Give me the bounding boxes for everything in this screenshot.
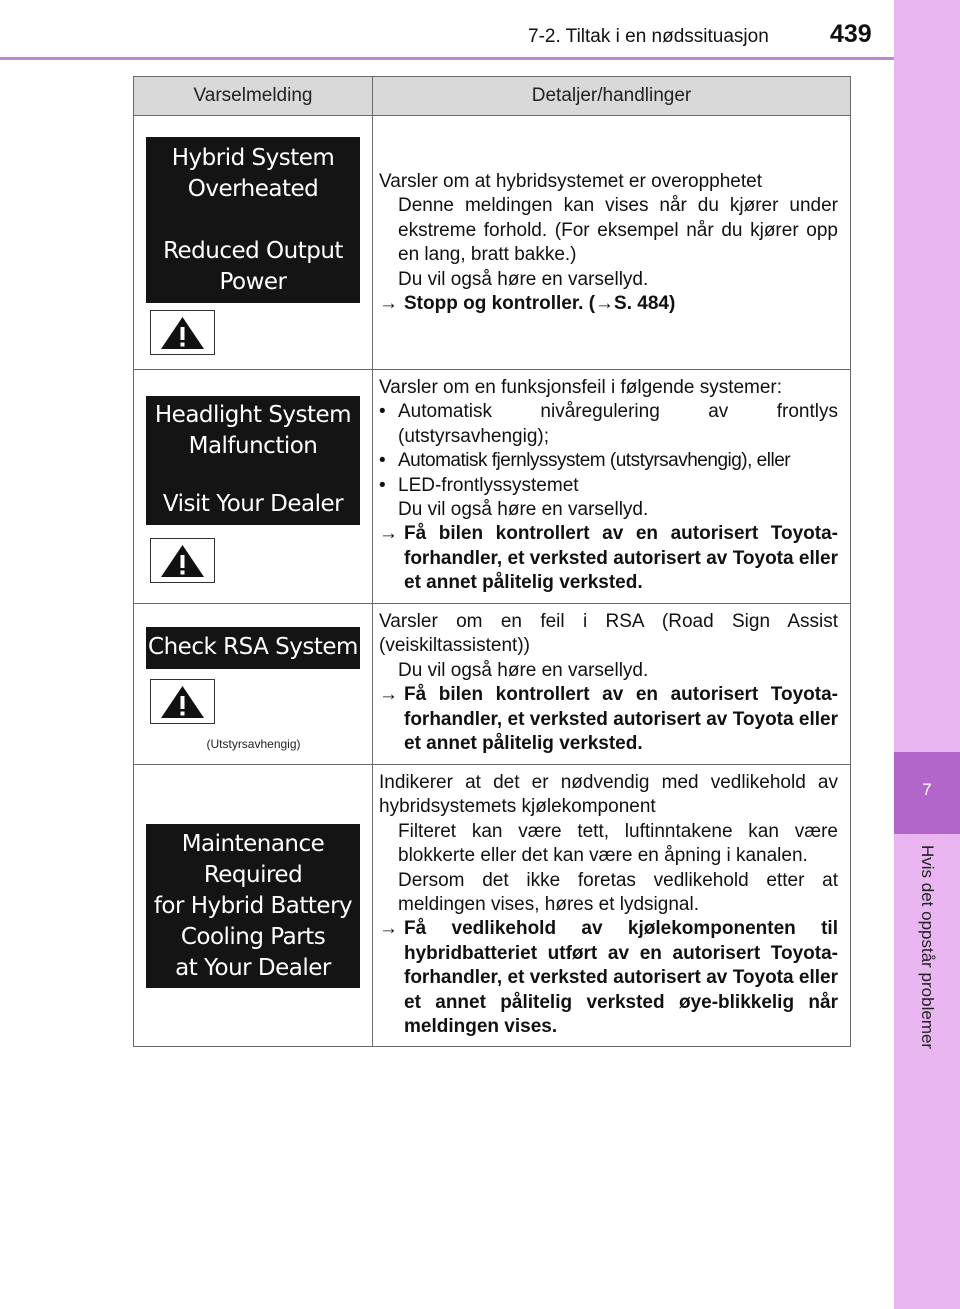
chapter-title: Hvis det oppstår problemer	[918, 845, 937, 1050]
equipment-note: (Utstyrsavhengig)	[206, 737, 301, 751]
bullet-glyph: •	[379, 474, 386, 496]
warning-message-table	[133, 76, 851, 1047]
table-row	[134, 116, 851, 370]
detail-text: Filteret kan være tett, luftinntakene kan være blokkerte eller det kan være en åpning i kanalen.	[398, 820, 838, 867]
detail-intro: Varsler om en feil i RSA (Road Sign Assist (veiskiltassistent))	[379, 611, 838, 657]
message-display	[146, 137, 360, 303]
details-cell	[373, 604, 851, 765]
chapter-number: 7	[922, 780, 932, 799]
display-line: Check RSA System	[148, 634, 358, 660]
detail-text: Dersom det ikke foretas vedlikehold etter at meldingen vises, høres et lydsignal.	[398, 869, 838, 916]
action-line	[379, 522, 838, 595]
table-row	[134, 604, 851, 765]
warning-triangle-icon	[150, 538, 215, 583]
display-line: Power	[219, 269, 287, 295]
display-line: Malfunction	[188, 433, 318, 459]
table-row	[134, 765, 851, 1047]
display-line: at Your Dealer	[175, 955, 331, 981]
arrow-icon: →	[379, 684, 398, 706]
action-text: Stopp og kontroller. (→S. 484)	[404, 293, 676, 315]
message-cell	[134, 765, 373, 1047]
arrow-icon: →	[379, 293, 398, 315]
page-number: 439	[830, 20, 872, 48]
bullet-text: Automatisk fjernlyssystem (utstyrsavhengig), eller	[398, 450, 791, 472]
display-line: Hybrid System	[171, 145, 335, 171]
bullet-item	[379, 400, 838, 449]
display-gap	[146, 462, 360, 489]
bullet-item	[379, 474, 838, 498]
bullet-glyph: •	[379, 401, 386, 423]
display-line: Required	[203, 862, 303, 888]
detail-intro: Indikerer at det er nødvendig med vedlikehold av hybridsystemets kjølekomponent	[379, 772, 838, 818]
details-cell	[373, 116, 851, 370]
details-cell	[373, 370, 851, 604]
display-line: Visit Your Dealer	[162, 491, 344, 517]
action-text: Få vedlikehold av kjølekomponenten til hybridbatteriet utført av en autorisert Toyota-forhandler, et verksted autorisert av Toyota eller et annet pålitelig verksted øye-blikkelig når meldingen vises.	[404, 918, 838, 1038]
detail-intro: Varsler om en funksjonsfeil i følgende systemer:	[379, 377, 783, 398]
arrow-icon: →	[379, 918, 398, 940]
display-line: Headlight System	[154, 402, 352, 428]
column-header-details: Detaljer/handlinger	[373, 77, 851, 116]
display-gap	[146, 205, 360, 236]
message-cell	[134, 604, 373, 765]
arrow-icon: →	[379, 523, 398, 545]
warning-triangle-icon	[150, 310, 215, 355]
display-line: for Hybrid Battery	[153, 893, 353, 919]
action-text: Få bilen kontrollert av en autorisert Toyota-forhandler, et verksted autorisert av Toyota eller et annet pålitelig verksted.	[404, 684, 838, 755]
bullet-glyph: •	[379, 450, 386, 472]
action-line	[379, 917, 838, 1039]
message-display	[146, 396, 360, 525]
table-row	[134, 370, 851, 604]
header-rule	[0, 57, 894, 60]
display-line: Reduced Output	[163, 238, 343, 264]
display-line: Overheated	[187, 176, 319, 202]
detail-text: Du vil også høre en varsellyd.	[398, 268, 649, 290]
chapter-side-tab	[894, 0, 960, 1309]
bullet-text: Automatisk nivåregulering av frontlys (utstyrsavhengig);	[398, 401, 838, 447]
section-title: 7-2. Tiltak i en nødssituasjon	[528, 26, 769, 47]
bullet-text: LED-frontlyssystemet	[398, 474, 579, 496]
column-header-message: Varselmelding	[134, 77, 373, 116]
display-line: Cooling Parts	[180, 924, 326, 950]
details-cell	[373, 765, 851, 1047]
detail-intro: Varsler om at hybridsystemet er overopphetet	[379, 171, 762, 192]
detail-text: Du vil også høre en varsellyd.	[398, 499, 649, 521]
warning-triangle-icon	[150, 679, 215, 724]
detail-text: Denne meldingen kan vises når du kjører under ekstreme forhold. (For eksempel når du kjører opp en lang, bratt bakke.)	[398, 195, 838, 266]
message-cell	[134, 116, 373, 370]
bullet-item	[379, 449, 838, 473]
detail-text: Du vil også høre en varsellyd.	[398, 659, 649, 681]
action-text: Få bilen kontrollert av en autorisert Toyota-forhandler, et verksted autorisert av Toyota eller et annet pålitelig verksted.	[404, 523, 838, 594]
display-line: Maintenance	[181, 831, 325, 857]
table-header-row	[134, 77, 851, 116]
message-display	[146, 627, 360, 669]
message-display	[146, 824, 360, 988]
action-line	[379, 683, 838, 756]
action-line	[379, 292, 838, 316]
message-cell	[134, 370, 373, 604]
